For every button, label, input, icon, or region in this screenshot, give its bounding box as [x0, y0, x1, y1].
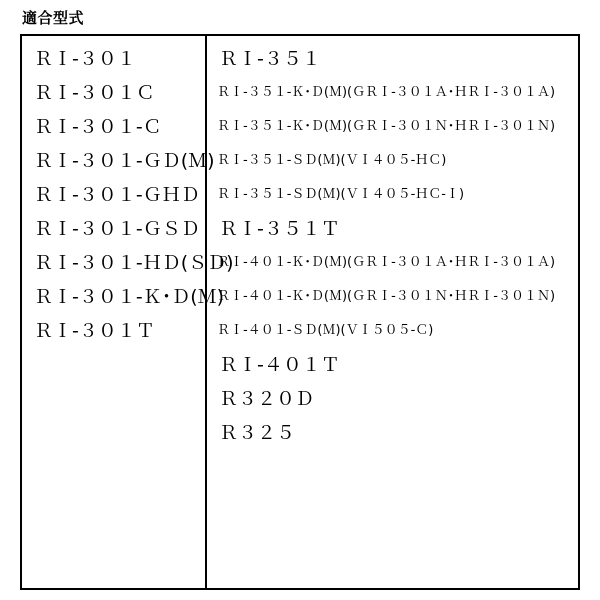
table-cell: ＲＩ-３０１-ＧＤ(Ｍ) — [34, 150, 215, 172]
table-cell: ＲＩ-３５１-Ｋ･Ｄ(Ｍ)(ＧＲＩ-３０１Ａ･ＨＲＩ-３０１Ａ) — [217, 85, 556, 100]
table-cell: Ｒ３２０Ｄ — [219, 388, 315, 410]
table-cell: ＲＩ-４０１-Ｋ･Ｄ(Ｍ)(ＧＲＩ-３０１Ｎ･ＨＲＩ-３０１Ｎ) — [217, 289, 556, 304]
table-cell: Ｒ３２５ — [219, 422, 296, 444]
compatible-models-table — [20, 34, 580, 590]
table-column-right — [207, 36, 578, 588]
table-cell: ＲＩ-３５１-Ｋ･Ｄ(Ｍ)(ＧＲＩ-３０１Ｎ･ＨＲＩ-３０１Ｎ) — [217, 119, 556, 134]
table-cell: ＲＩ-３０１-ＧＳＤ — [34, 218, 200, 240]
table-cell: ＲＩ-３０１-Ｋ･Ｄ(Ｍ) — [34, 286, 225, 308]
table-cell: ＲＩ-３０１-ＧＨＤ — [34, 184, 200, 206]
table-cell: ＲＩ-３５１-ＳＤ(Ｍ)(ＶＩ４０５-ＨＣ-Ｉ) — [217, 187, 465, 202]
table-cell: ＲＩ-４０１-ＳＤ(Ｍ)(ＶＩ５０５-Ｃ) — [217, 323, 434, 338]
table-cell: ＲＩ-３５１-ＳＤ(Ｍ)(ＶＩ４０５-ＨＣ) — [217, 153, 447, 168]
table-cell: ＲＩ-３０１-ＨＤ(ＳＤ) — [34, 252, 234, 274]
table-cell: ＲＩ-４０１-Ｋ･Ｄ(Ｍ)(ＧＲＩ-３０１Ａ･ＨＲＩ-３０１Ａ) — [217, 255, 556, 270]
table-cell: ＲＩ-３５１ — [219, 48, 321, 70]
page-title: 適合型式 — [22, 9, 85, 27]
table-cell: ＲＩ-３０１Ｃ — [34, 82, 155, 104]
table-cell: ＲＩ-３０１-Ｃ — [34, 116, 162, 138]
table-cell: ＲＩ-３０１ — [34, 48, 136, 70]
table-cell: ＲＩ-４０１Ｔ — [219, 354, 340, 376]
table-cell: ＲＩ-３５１Ｔ — [219, 218, 340, 240]
table-cell: ＲＩ-３０１Ｔ — [34, 320, 155, 342]
table-column-left — [22, 36, 234, 588]
